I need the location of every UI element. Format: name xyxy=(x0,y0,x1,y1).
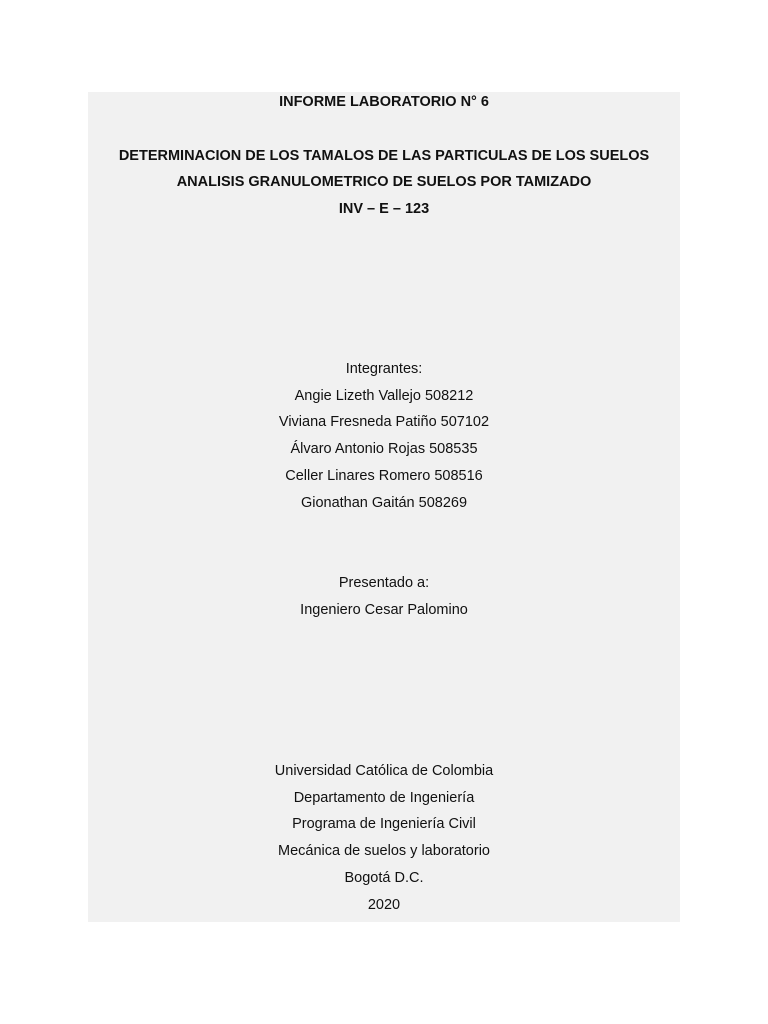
member-name: Viviana Fresneda Patiño 507102 xyxy=(278,414,490,430)
institution-line: Programa de Ingeniería Civil xyxy=(292,816,476,832)
member-name: Angie Lizeth Vallejo 508212 xyxy=(294,388,474,404)
institution-line: 2020 xyxy=(367,897,401,913)
member-name: Álvaro Antonio Rojas 508535 xyxy=(290,441,478,457)
report-title-line-1: DETERMINACION DE LOS TAMALOS DE LAS PARTICULAS DE LOS SUELOS xyxy=(118,148,650,164)
member-name: Gionathan Gaitán 508269 xyxy=(300,495,468,511)
document-page xyxy=(88,92,680,922)
institution-line: Bogotá D.C. xyxy=(344,870,424,886)
member-name: Celler Linares Romero 508516 xyxy=(285,468,483,484)
institution-line: Universidad Católica de Colombia xyxy=(274,763,494,779)
report-title-line-3: INV – E – 123 xyxy=(338,201,430,217)
institution-line: Mecánica de suelos y laboratorio xyxy=(278,843,490,859)
report-title-line-2: ANALISIS GRANULOMETRICO DE SUELOS POR TAMIZADO xyxy=(176,174,592,190)
members-label: Integrantes: xyxy=(345,361,423,377)
presented-to-label: Presentado a: xyxy=(338,575,430,591)
report-heading: INFORME LABORATORIO N° 6 xyxy=(279,94,489,110)
presented-to-name: Ingeniero Cesar Palomino xyxy=(300,602,468,618)
institution-line: Departamento de Ingeniería xyxy=(293,790,475,806)
